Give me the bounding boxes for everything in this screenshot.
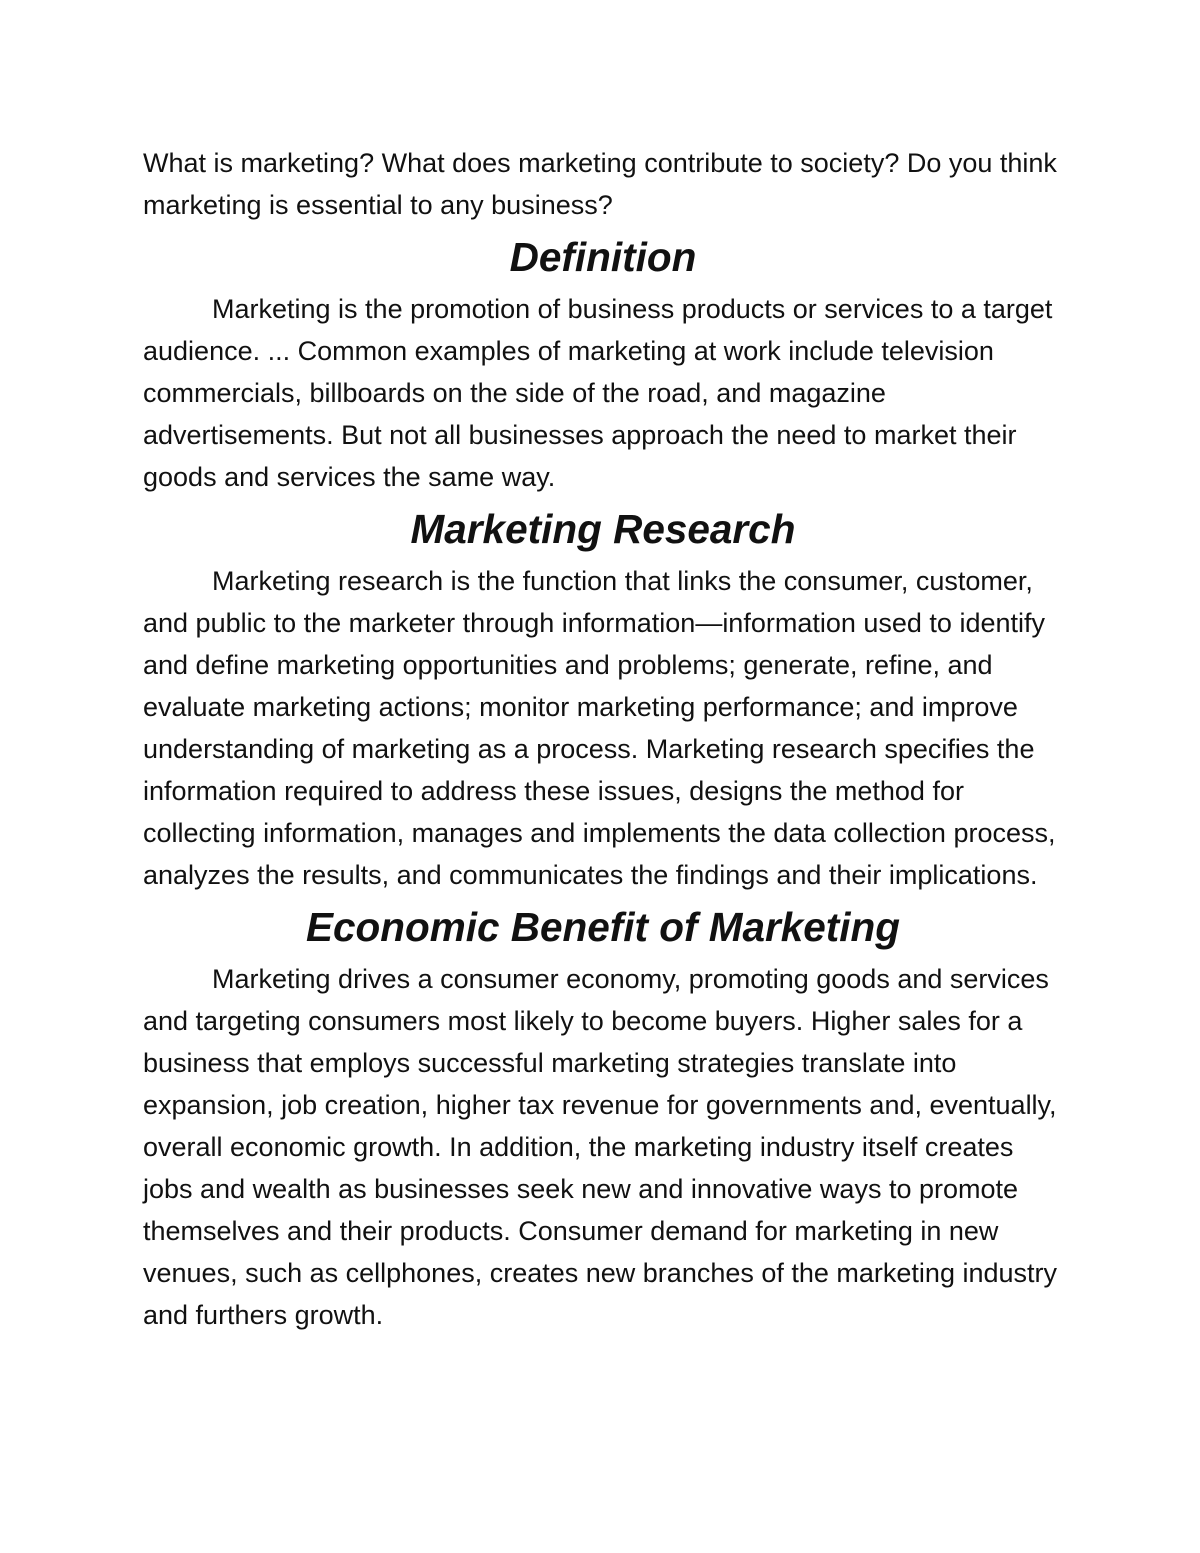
essay-question: What is marketing? What does marketing contribute to society? Do you think marketing is essential to any business? xyxy=(143,148,1057,220)
section-paragraph-marketing-research: Marketing research is the function that links the consumer, customer, and public to the marketer through information—information used to identify and define marketing opportunities and problems; generate, refine, and evaluate marketing actions; monitor marketing performance; and improve understanding of marketing as a process. Marketing research specifies the information required to address these issues, designs the method for collecting information, manages and implements the data collection process, analyzes the results, and communicates the findings and their implications. xyxy=(143,566,1056,890)
section-heading-definition: Definition xyxy=(509,234,697,280)
document-body xyxy=(143,142,1063,1346)
section-heading-economic-benefit: Economic Benefit of Marketing xyxy=(305,904,901,950)
section-paragraph-definition: Marketing is the promotion of business products or services to a target audience. ... Common examples of marketing at work include television commercials, billboards on the side of the road, and magazine advertisements. But not all businesses approach the need to market their goods and services the same way. xyxy=(143,294,1053,492)
section-heading-marketing-research: Marketing Research xyxy=(410,506,796,552)
section-paragraph-economic-benefit: Marketing drives a consumer economy, promoting goods and services and targeting consumers most likely to become buyers. Higher sales for a business that employs successful marketing strategies translate into expansion, job creation, higher tax revenue for governments and, eventually, overall economic growth. In addition, the marketing industry itself creates jobs and wealth as businesses seek new and innovative ways to promote themselves and their products. Consumer demand for marketing in new venues, such as cellphones, creates new branches of the marketing industry and furthers growth. xyxy=(143,964,1058,1330)
